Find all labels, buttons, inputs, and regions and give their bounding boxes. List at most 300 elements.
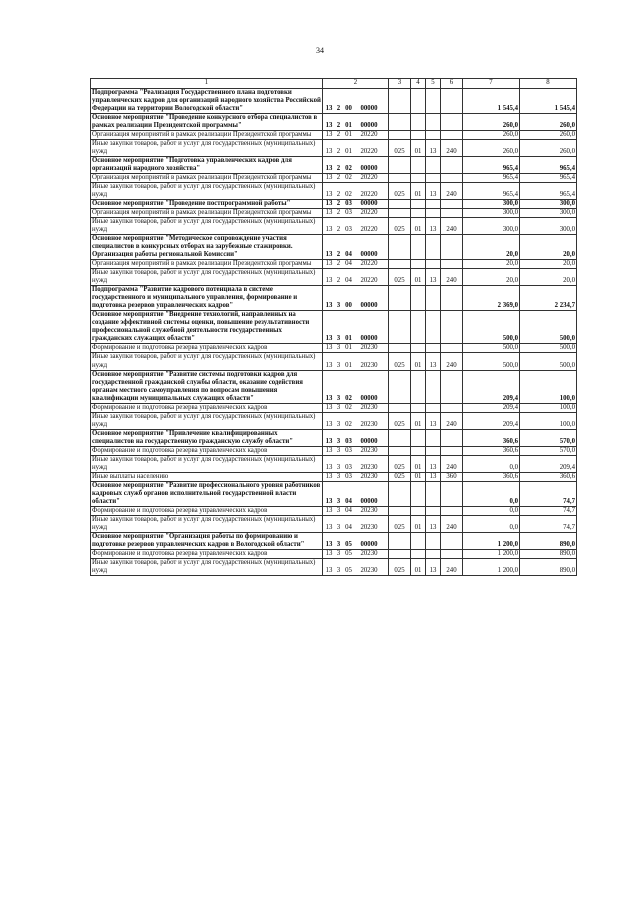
code-part: 03 — [345, 472, 352, 480]
row-col4 — [411, 235, 426, 260]
row-col8: 1 545,4 — [520, 89, 577, 114]
row-col4 — [411, 209, 426, 218]
code-part: 00000 — [360, 105, 378, 113]
row-code — [323, 183, 389, 200]
row-col3 — [389, 446, 411, 455]
table-row — [91, 200, 577, 209]
row-col3: 025 — [389, 558, 411, 575]
row-col8: 100,0 — [520, 403, 577, 412]
row-col3 — [389, 549, 411, 558]
table-row — [91, 455, 577, 472]
row-col3: 025 — [389, 353, 411, 370]
row-col5 — [426, 89, 441, 114]
code-part: 01 — [345, 344, 352, 352]
row-col7: 965,4 — [463, 157, 520, 174]
table-row — [91, 218, 577, 235]
row-col5 — [426, 286, 441, 311]
code-part: 20230 — [360, 361, 378, 369]
code-part: 02 — [345, 420, 352, 428]
code-part: 00000 — [360, 540, 378, 548]
row-col6 — [441, 174, 463, 183]
code-part: 20220 — [360, 148, 378, 156]
row-col4 — [411, 506, 426, 515]
row-code — [323, 218, 389, 235]
row-code — [323, 260, 389, 269]
row-col6: 360 — [441, 472, 463, 481]
row-col4 — [411, 481, 426, 506]
row-col7: 209,4 — [463, 370, 520, 403]
row-col5: 13 — [426, 455, 441, 472]
table-row — [91, 174, 577, 183]
row-name: Формирование и подготовка резерва управленческих кадров — [91, 549, 323, 558]
row-col8: 260,0 — [520, 131, 577, 140]
code-part: 04 — [345, 251, 352, 259]
code-part: 13 — [325, 191, 333, 199]
row-col7: 300,0 — [463, 209, 520, 218]
row-col3: 025 — [389, 218, 411, 235]
row-col8: 209,4 — [520, 455, 577, 472]
row-name: Основное мероприятие "Подготовка управленческих кадров для организаций народного хозяйства" — [91, 157, 323, 174]
row-col4 — [411, 532, 426, 549]
code-part: 2 — [336, 165, 341, 173]
header-cell: 5 — [426, 79, 441, 89]
row-name: Иные закупки товаров, работ и услуг для государственных (муниципальных) нужд — [91, 558, 323, 575]
row-col3: 025 — [389, 140, 411, 157]
table-row — [91, 558, 577, 575]
table-row — [91, 446, 577, 455]
code-part: 02 — [345, 191, 352, 199]
row-name: Организация мероприятий в рамках реализации Президентской программы — [91, 209, 323, 218]
row-name: Формирование и подготовка резерва управленческих кадров — [91, 344, 323, 353]
code-part: 13 — [325, 344, 333, 352]
row-col7: 1 545,4 — [463, 89, 520, 114]
row-col6 — [441, 532, 463, 549]
code-part: 3 — [336, 437, 341, 445]
row-code — [323, 506, 389, 515]
table-row — [91, 183, 577, 200]
row-col5: 13 — [426, 218, 441, 235]
row-col8: 20,0 — [520, 260, 577, 269]
table-row — [91, 353, 577, 370]
row-col6 — [441, 114, 463, 131]
row-col4 — [411, 403, 426, 412]
code-part: 13 — [325, 122, 333, 130]
row-col4: 01 — [411, 455, 426, 472]
code-part: 03 — [345, 463, 352, 471]
row-col8: 260,0 — [520, 140, 577, 157]
row-col5 — [426, 370, 441, 403]
header-cell: 4 — [411, 79, 426, 89]
code-part: 13 — [325, 277, 333, 285]
row-col5: 13 — [426, 353, 441, 370]
code-part: 13 — [325, 105, 333, 113]
row-col4: 01 — [411, 353, 426, 370]
header-cell: 6 — [441, 79, 463, 89]
code-part: 13 — [325, 549, 333, 557]
row-col3: 025 — [389, 472, 411, 481]
table-row — [91, 472, 577, 481]
row-code — [323, 472, 389, 481]
code-part: 13 — [325, 131, 333, 139]
code-part: 20220 — [360, 277, 378, 285]
row-name: Организация мероприятий в рамках реализации Президентской программы — [91, 131, 323, 140]
table-header-row — [91, 79, 577, 89]
code-part: 3 — [336, 566, 341, 574]
row-col3 — [389, 200, 411, 209]
row-col8: 500,0 — [520, 344, 577, 353]
code-part: 20220 — [360, 131, 378, 139]
row-col7: 300,0 — [463, 200, 520, 209]
row-col3 — [389, 429, 411, 446]
code-part: 20220 — [360, 209, 378, 217]
row-col7: 20,0 — [463, 269, 520, 286]
code-part: 2 — [336, 200, 341, 208]
row-col8: 890,0 — [520, 558, 577, 575]
code-part: 00000 — [360, 497, 378, 505]
row-col5 — [426, 157, 441, 174]
row-col6: 240 — [441, 183, 463, 200]
row-name: Иные закупки товаров, работ и услуг для государственных (муниципальных) нужд — [91, 455, 323, 472]
row-col3: 025 — [389, 183, 411, 200]
row-code — [323, 131, 389, 140]
row-col8: 20,0 — [520, 235, 577, 260]
code-part: 04 — [345, 497, 352, 505]
code-part: 20230 — [360, 506, 378, 514]
code-part: 03 — [345, 200, 352, 208]
row-col5 — [426, 532, 441, 549]
row-col6 — [441, 403, 463, 412]
row-col4: 01 — [411, 472, 426, 481]
row-name: Организация мероприятий в рамках реализации Президентской программы — [91, 260, 323, 269]
row-col3 — [389, 89, 411, 114]
row-col7: 20,0 — [463, 235, 520, 260]
code-part: 00000 — [360, 394, 378, 402]
row-col6: 240 — [441, 515, 463, 532]
row-col4 — [411, 286, 426, 311]
row-col7: 0,0 — [463, 506, 520, 515]
row-name: Иные закупки товаров, работ и услуг для государственных (муниципальных) нужд — [91, 412, 323, 429]
row-col8: 74,7 — [520, 515, 577, 532]
row-col4: 01 — [411, 218, 426, 235]
table-row — [91, 140, 577, 157]
code-part: 13 — [325, 403, 333, 411]
code-part: 00 — [345, 105, 352, 113]
code-part: 2 — [336, 277, 341, 285]
table-row — [91, 260, 577, 269]
code-part: 20230 — [360, 463, 378, 471]
row-col4 — [411, 260, 426, 269]
row-col7: 965,4 — [463, 183, 520, 200]
code-part: 13 — [325, 335, 333, 343]
code-part: 02 — [345, 403, 352, 411]
code-part: 05 — [345, 540, 352, 548]
code-part: 20230 — [360, 472, 378, 480]
row-col4 — [411, 89, 426, 114]
row-col8: 100,0 — [520, 412, 577, 429]
code-part: 00000 — [360, 251, 378, 259]
row-code — [323, 412, 389, 429]
row-col3 — [389, 235, 411, 260]
row-col8: 965,4 — [520, 174, 577, 183]
row-col5 — [426, 506, 441, 515]
row-col5: 13 — [426, 412, 441, 429]
row-col5: 13 — [426, 472, 441, 481]
row-col8: 965,4 — [520, 183, 577, 200]
code-part: 01 — [345, 131, 352, 139]
row-col7: 500,0 — [463, 344, 520, 353]
row-col6: 240 — [441, 269, 463, 286]
row-code — [323, 209, 389, 218]
row-code — [323, 481, 389, 506]
row-col7: 965,4 — [463, 174, 520, 183]
row-col3 — [389, 403, 411, 412]
row-col3 — [389, 114, 411, 131]
row-code — [323, 549, 389, 558]
row-name: Иные закупки товаров, работ и услуг для государственных (муниципальных) нужд — [91, 353, 323, 370]
row-code — [323, 200, 389, 209]
header-cell: 1 — [91, 79, 323, 89]
code-part: 13 — [325, 497, 333, 505]
table-row — [91, 532, 577, 549]
row-col3 — [389, 209, 411, 218]
row-col3 — [389, 506, 411, 515]
row-col8: 300,0 — [520, 209, 577, 218]
code-part: 04 — [345, 506, 352, 514]
row-col5: 13 — [426, 515, 441, 532]
row-col4 — [411, 200, 426, 209]
code-part: 2 — [336, 174, 341, 182]
code-part: 13 — [325, 394, 333, 402]
row-col7: 2 369,0 — [463, 286, 520, 311]
row-col8: 20,0 — [520, 269, 577, 286]
table-row — [91, 506, 577, 515]
code-part: 2 — [336, 148, 341, 156]
row-col6 — [441, 131, 463, 140]
row-col8: 500,0 — [520, 311, 577, 344]
row-col5 — [426, 114, 441, 131]
row-code — [323, 114, 389, 131]
row-col3 — [389, 344, 411, 353]
page-number: 34 — [316, 46, 324, 55]
code-part: 00000 — [360, 335, 378, 343]
row-col5 — [426, 403, 441, 412]
row-code — [323, 558, 389, 575]
code-part: 02 — [345, 174, 352, 182]
code-part: 20230 — [360, 420, 378, 428]
table-row — [91, 89, 577, 114]
code-part: 05 — [345, 566, 352, 574]
row-name: Иные закупки товаров, работ и услуг для государственных (муниципальных) нужд — [91, 269, 323, 286]
code-part: 13 — [325, 148, 333, 156]
code-part: 01 — [345, 335, 352, 343]
row-code — [323, 353, 389, 370]
row-col5 — [426, 200, 441, 209]
row-code — [323, 140, 389, 157]
code-part: 20220 — [360, 174, 378, 182]
row-name: Организация мероприятий в рамках реализации Президентской программы — [91, 174, 323, 183]
row-name: Основное мероприятие "Внедрение технологий, направленных на создание эффективной системы оценки, повышение результативности профессиональной служебной деятельности государственных гражданских служащих области" — [91, 311, 323, 344]
code-part: 3 — [336, 361, 341, 369]
row-code — [323, 157, 389, 174]
row-col7: 500,0 — [463, 353, 520, 370]
table-row — [91, 429, 577, 446]
code-part: 2 — [336, 209, 341, 217]
row-col5 — [426, 131, 441, 140]
row-col3 — [389, 481, 411, 506]
row-code — [323, 429, 389, 446]
row-col6: 240 — [441, 140, 463, 157]
row-col3 — [389, 157, 411, 174]
row-col8: 74,7 — [520, 481, 577, 506]
row-col8: 360,6 — [520, 472, 577, 481]
row-col3 — [389, 311, 411, 344]
code-part: 20230 — [360, 403, 378, 411]
code-part: 13 — [325, 437, 333, 445]
code-part: 03 — [345, 226, 352, 234]
table-row — [91, 131, 577, 140]
row-name: Основное мероприятие "Привлечение квалифицированных специалистов на государственную гражданскую службу области" — [91, 429, 323, 446]
row-col4: 01 — [411, 269, 426, 286]
code-part: 01 — [345, 148, 352, 156]
row-col6: 240 — [441, 558, 463, 575]
header-cell: 8 — [520, 79, 577, 89]
row-col7: 260,0 — [463, 114, 520, 131]
row-col4 — [411, 370, 426, 403]
row-name: Иные закупки товаров, работ и услуг для государственных (муниципальных) нужд — [91, 218, 323, 235]
code-part: 00000 — [360, 437, 378, 445]
row-col7: 20,0 — [463, 260, 520, 269]
row-col8: 2 234,7 — [520, 286, 577, 311]
table-row — [91, 114, 577, 131]
code-part: 04 — [345, 260, 352, 268]
row-col3 — [389, 131, 411, 140]
code-part: 05 — [345, 549, 352, 557]
row-col7: 1 200,0 — [463, 532, 520, 549]
code-part: 02 — [345, 394, 352, 402]
row-name: Иные закупки товаров, работ и услуг для государственных (муниципальных) нужд — [91, 183, 323, 200]
row-code — [323, 311, 389, 344]
code-part: 13 — [325, 174, 333, 182]
code-part: 13 — [325, 506, 333, 514]
row-col3 — [389, 174, 411, 183]
row-name: Формирование и подготовка резерва управленческих кадров — [91, 506, 323, 515]
row-col6 — [441, 481, 463, 506]
row-col6 — [441, 344, 463, 353]
row-name: Иные выплаты населению — [91, 472, 323, 481]
row-col5 — [426, 481, 441, 506]
row-col5 — [426, 260, 441, 269]
row-col5 — [426, 235, 441, 260]
row-col5 — [426, 174, 441, 183]
row-col4 — [411, 429, 426, 446]
row-col7: 300,0 — [463, 218, 520, 235]
row-col3 — [389, 286, 411, 311]
row-col4 — [411, 131, 426, 140]
code-part: 2 — [336, 122, 341, 130]
row-col6 — [441, 235, 463, 260]
row-col5: 13 — [426, 269, 441, 286]
code-part: 3 — [336, 540, 341, 548]
row-col4: 01 — [411, 183, 426, 200]
code-part: 3 — [336, 344, 341, 352]
header-cell: 2 — [323, 79, 389, 89]
code-part: 2 — [336, 251, 341, 259]
row-col5 — [426, 446, 441, 455]
row-code — [323, 455, 389, 472]
row-col3: 025 — [389, 515, 411, 532]
row-col4 — [411, 114, 426, 131]
row-col7: 500,0 — [463, 311, 520, 344]
code-part: 3 — [336, 335, 341, 343]
code-part: 03 — [345, 209, 352, 217]
code-part: 3 — [336, 302, 341, 310]
code-part: 20230 — [360, 446, 378, 454]
row-col6 — [441, 260, 463, 269]
row-col6 — [441, 446, 463, 455]
row-col8: 300,0 — [520, 200, 577, 209]
table-row — [91, 344, 577, 353]
row-col7: 1 200,0 — [463, 558, 520, 575]
code-part: 2 — [336, 191, 341, 199]
table-row — [91, 311, 577, 344]
code-part: 2 — [336, 105, 341, 113]
row-col8: 300,0 — [520, 218, 577, 235]
row-col6 — [441, 549, 463, 558]
row-col6 — [441, 286, 463, 311]
row-col6 — [441, 311, 463, 344]
code-part: 2 — [336, 131, 341, 139]
code-part: 20220 — [360, 191, 378, 199]
row-col5: 13 — [426, 140, 441, 157]
code-part: 13 — [325, 420, 333, 428]
table-row — [91, 481, 577, 506]
code-part: 20220 — [360, 226, 378, 234]
code-part: 3 — [336, 420, 341, 428]
row-col4: 01 — [411, 515, 426, 532]
row-col7: 360,6 — [463, 446, 520, 455]
row-code — [323, 515, 389, 532]
row-name: Формирование и подготовка резерва управленческих кадров — [91, 403, 323, 412]
row-col8: 500,0 — [520, 353, 577, 370]
row-col8: 890,0 — [520, 549, 577, 558]
code-part: 20230 — [360, 549, 378, 557]
row-name: Основное мероприятие "Методическое сопровождение участия специалистов в конкурсных отборах на зарубежные стажировки. Организация работы региональной Комиссии" — [91, 235, 323, 260]
row-col6 — [441, 200, 463, 209]
code-part: 2 — [336, 260, 341, 268]
row-col8: 570,0 — [520, 446, 577, 455]
code-part: 13 — [325, 540, 333, 548]
table-row — [91, 549, 577, 558]
row-col7: 360,6 — [463, 429, 520, 446]
code-part: 20230 — [360, 566, 378, 574]
row-code — [323, 344, 389, 353]
code-part: 01 — [345, 361, 352, 369]
code-part: 3 — [336, 506, 341, 514]
row-col7: 260,0 — [463, 140, 520, 157]
code-part: 3 — [336, 463, 341, 471]
row-col8: 260,0 — [520, 114, 577, 131]
row-col7: 1 200,0 — [463, 549, 520, 558]
row-name: Основное мероприятие "Проведение постпрограммной работы" — [91, 200, 323, 209]
row-col4 — [411, 174, 426, 183]
code-part: 3 — [336, 403, 341, 411]
code-part: 3 — [336, 497, 341, 505]
row-name: Основное мероприятие "Организация работы по формированию и подготовке резервов управленческих кадров в Вологодской области" — [91, 532, 323, 549]
table-row — [91, 286, 577, 311]
row-col8: 570,0 — [520, 429, 577, 446]
row-code — [323, 403, 389, 412]
table-row — [91, 515, 577, 532]
